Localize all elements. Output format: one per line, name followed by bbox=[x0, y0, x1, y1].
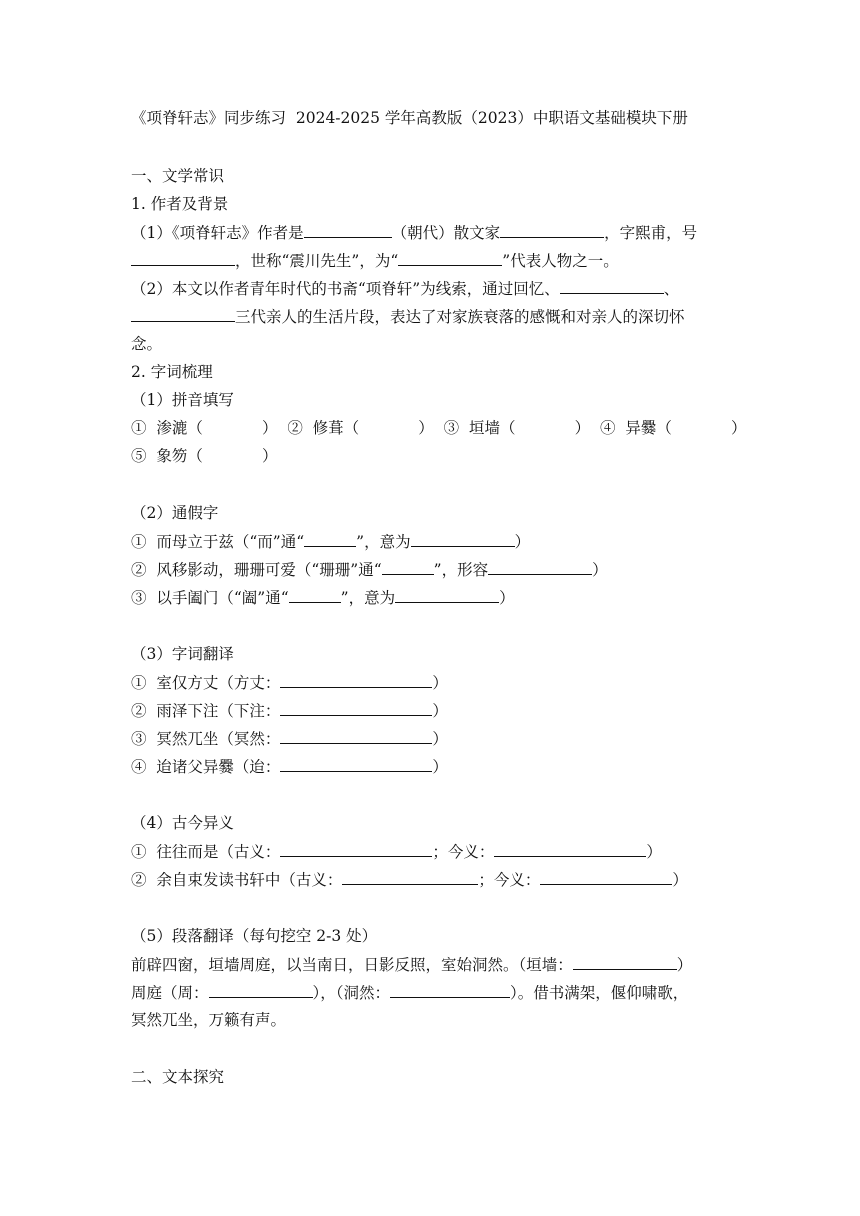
text: ② 雨泽下注（下注： bbox=[131, 702, 281, 720]
blank[interactable] bbox=[209, 982, 313, 998]
text: 三代亲人的生活片段，表达了对家族衰落的感慨和对亲人的深切怀 bbox=[235, 308, 685, 326]
subheading-paragraph-translation: （5）段落翻译（每句挖空 2-3 处） bbox=[131, 927, 378, 945]
blank[interactable] bbox=[488, 559, 592, 575]
blank[interactable] bbox=[390, 982, 510, 998]
blank[interactable] bbox=[395, 587, 499, 603]
tongjiazi-1 bbox=[131, 531, 530, 552]
translation-2 bbox=[131, 700, 448, 721]
text: ） bbox=[432, 730, 448, 748]
section-heading-literary-knowledge: 一、文学常识 bbox=[131, 167, 225, 185]
text: ① 室仅方丈（方丈： bbox=[131, 674, 281, 692]
ancient-modern-1 bbox=[131, 841, 662, 862]
blank[interactable] bbox=[342, 869, 478, 885]
blank[interactable] bbox=[382, 559, 434, 575]
text: ”，形容 bbox=[433, 561, 489, 579]
text: ） bbox=[646, 843, 662, 861]
subheading-ancient-modern-meaning: （4）古今异义 bbox=[131, 814, 234, 832]
blank[interactable] bbox=[573, 954, 677, 970]
blank-author[interactable] bbox=[500, 222, 604, 238]
translation-3 bbox=[131, 728, 448, 749]
text: ） bbox=[514, 533, 531, 551]
tongjiazi-2 bbox=[131, 559, 608, 580]
blank-hao[interactable] bbox=[131, 250, 235, 266]
text: ③ 冥然兀坐（冥然： bbox=[131, 730, 281, 748]
blank-relative-2[interactable] bbox=[131, 306, 235, 322]
subheading-word-translation: （3）字词翻译 bbox=[131, 645, 234, 663]
blank-relative-1[interactable] bbox=[560, 278, 664, 294]
blank[interactable] bbox=[280, 672, 432, 688]
text: 、 bbox=[663, 280, 680, 298]
blank-dynasty[interactable] bbox=[304, 222, 392, 238]
text: ），（洞然： bbox=[312, 984, 391, 1002]
question-1-2-line2 bbox=[131, 306, 685, 327]
text: ；今义： bbox=[478, 871, 541, 889]
question-1-1-line1 bbox=[131, 222, 697, 243]
blank[interactable] bbox=[540, 869, 672, 885]
text: （2）本文以作者青年时代的书斋“项脊轩”为线索，通过回忆、 bbox=[131, 280, 560, 298]
text: ） bbox=[592, 561, 608, 579]
question-1-2-line1 bbox=[131, 278, 679, 299]
subheading-pinyin: （1）拼音填写 bbox=[131, 391, 234, 409]
text: ） bbox=[432, 674, 448, 692]
question-1-1-line2 bbox=[131, 250, 619, 271]
text: ”，意为 bbox=[340, 589, 396, 607]
text: 前辟四窗，垣墙周庭，以当南日，日影反照，室始洞然。（垣墙： bbox=[131, 956, 573, 974]
blank-school[interactable] bbox=[398, 250, 502, 266]
text: ；今义： bbox=[432, 843, 495, 861]
text: ① 而母立于兹（“而”通“ bbox=[131, 533, 305, 551]
text: ） bbox=[672, 871, 688, 889]
blank[interactable] bbox=[280, 728, 432, 744]
blank[interactable] bbox=[289, 587, 341, 603]
text: ，字熙甫，号 bbox=[604, 224, 698, 242]
text: ④ 迨诸父异爨（迨： bbox=[131, 758, 281, 776]
question-heading-author-background: 1. 作者及背景 bbox=[131, 195, 229, 213]
blank[interactable] bbox=[304, 531, 356, 547]
text: ”，意为 bbox=[356, 533, 411, 551]
ancient-modern-2 bbox=[131, 869, 688, 890]
blank[interactable] bbox=[494, 841, 646, 857]
translation-1 bbox=[131, 672, 448, 693]
pinyin-row-2: ⑤ 象笏（ ） bbox=[131, 447, 278, 465]
text: ”代表人物之一。 bbox=[502, 252, 619, 270]
question-heading-vocabulary: 2. 字词梳理 bbox=[131, 363, 213, 381]
text: ） bbox=[499, 589, 515, 607]
section-heading-text-exploration: 二、文本探究 bbox=[131, 1068, 225, 1086]
text: 周庭（周： bbox=[131, 984, 209, 1002]
text: ，世称“震川先生”，为“ bbox=[235, 252, 399, 270]
text: ② 风移影动，珊珊可爱（“珊珊”通“ bbox=[131, 561, 382, 579]
translation-4 bbox=[131, 756, 448, 777]
text: ② 余自束发读书轩中（古义： bbox=[131, 871, 343, 889]
text: ）。借书满架，偃仰啸歌， bbox=[510, 984, 689, 1002]
text: ） bbox=[676, 956, 693, 974]
text: ） bbox=[432, 758, 448, 776]
text: ③ 以手阖门（“阖”通“ bbox=[131, 589, 289, 607]
tongjiazi-3 bbox=[131, 587, 515, 608]
text: ） bbox=[432, 702, 448, 720]
subheading-tongjiazi: （2）通假字 bbox=[131, 504, 219, 522]
pinyin-row-1: ① 渗漉（ ） ② 修葺（ ） ③ 垣墙（ ） ④ 异爨（ ） bbox=[131, 419, 747, 437]
paragraph-line-3: 冥然兀坐，万籁有声。 bbox=[131, 1011, 287, 1029]
blank[interactable] bbox=[280, 841, 432, 857]
blank[interactable] bbox=[411, 531, 515, 547]
paragraph-line-2 bbox=[131, 982, 688, 1003]
page-title: 《项脊轩志》同步练习 2024-2025 学年高教版（2023）中职语文基础模块下册 bbox=[131, 109, 688, 127]
text: （1）《项脊轩志》作者是 bbox=[131, 224, 304, 242]
blank[interactable] bbox=[280, 756, 432, 772]
paragraph-line-1 bbox=[131, 954, 692, 975]
text: ① 往往而是（古义： bbox=[131, 843, 281, 861]
blank[interactable] bbox=[280, 700, 432, 716]
question-1-2-line3: 念。 bbox=[131, 335, 163, 353]
text: （朝代）散文家 bbox=[391, 224, 501, 242]
